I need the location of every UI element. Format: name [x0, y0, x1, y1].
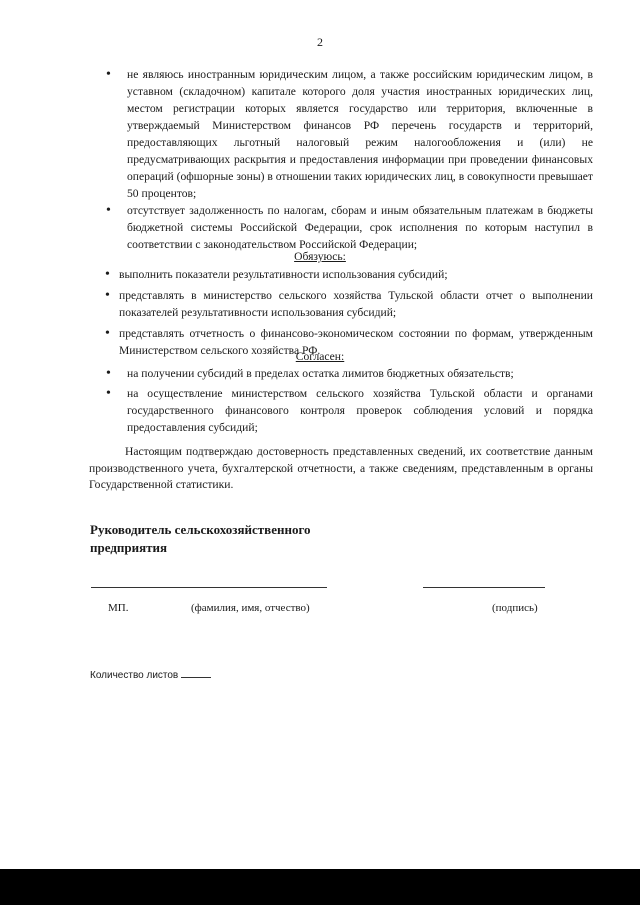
- list-item: [106, 365, 593, 382]
- bullet-icon: •: [106, 386, 111, 401]
- confirmation-paragraph: Настоящим подтверждаю достоверность представленных сведений, их соответствие данным производственного учета, бухгалтерской отчетности, а также сведениям, представленным в органы Государственной статистики.: [89, 445, 593, 491]
- sheets-count-label: Количество листов: [90, 670, 179, 681]
- signature-line: [423, 587, 545, 588]
- list-item: [106, 202, 593, 253]
- page-number: 2: [317, 35, 323, 49]
- obligations-list: [0, 266, 640, 359]
- sheets-count: [90, 668, 211, 681]
- name-signature-line: [91, 587, 327, 588]
- list-item: [106, 66, 593, 202]
- obligations-heading: Обязуюсь:: [294, 250, 346, 263]
- bullet-icon: •: [106, 366, 111, 381]
- list-item-text: не являюсь иностранным юридическим лицом, а также российским юридическим лицом, в уставном (складочном) капитале которого доля участия иностранных юридических лиц, местом регистрации которых является государство или территория, включенные в утверждаемый Министерством финансов РФ перечень государств и территорий, предоставляющих льготный налоговый режим налогообложения и (или) не предусматривающих раскрытия и предоставления информации при проведении финансовых операций (офшорные зоны) в отношении таких юридических лиц, в совокупности превышает 50 процентов;: [127, 68, 593, 200]
- full-name-label: (фамилия, имя, отчество): [191, 602, 310, 614]
- signature-label: (подпись): [492, 602, 538, 614]
- list-item-text: на получении субсидий в пределах остатка лимитов бюджетных обязательств;: [127, 367, 514, 380]
- bullet-icon: •: [105, 288, 110, 303]
- bullet-icon: •: [106, 67, 111, 82]
- scan-border: [0, 869, 640, 905]
- consent-heading: Согласен:: [295, 350, 345, 363]
- list-item: [105, 287, 593, 321]
- bullet-icon: •: [105, 267, 110, 282]
- eligibility-list: [0, 66, 640, 253]
- sheets-count-blank: [181, 668, 211, 678]
- bullet-icon: •: [106, 203, 111, 218]
- list-item-text: на осуществление министерством сельского хозяйства Тульской области и органами государственного финансового контроля проверок соблюдения условий и порядка предоставления субсидий;: [127, 387, 593, 434]
- list-item-text: представлять отчетность о финансово-экономическом состоянии по формам, утвержденным Министерством сельского хозяйства РФ.: [119, 327, 593, 357]
- stamp-label: МП.: [108, 602, 129, 614]
- director-title-line1: Руководитель сельскохозяйственного: [90, 522, 311, 537]
- list-item: [106, 385, 593, 436]
- list-item-text: представлять в министерство сельского хозяйства Тульской области отчет о выполнении показателей результативности использования субсидий;: [119, 289, 593, 319]
- director-title-line2: предприятия: [90, 540, 168, 555]
- consent-list: [0, 365, 640, 436]
- bullet-icon: •: [105, 326, 110, 341]
- list-item: [105, 266, 593, 283]
- director-title: [90, 521, 410, 557]
- list-item-text: отсутствует задолженность по налогам, сборам и иным обязательным платежам в бюджеты бюджетной системы Российской Федерации, срок исполнения по которым наступил в соответствии с законодательством Российской Федерации;: [127, 204, 593, 251]
- list-item-text: выполнить показатели результативности использования субсидий;: [119, 268, 448, 281]
